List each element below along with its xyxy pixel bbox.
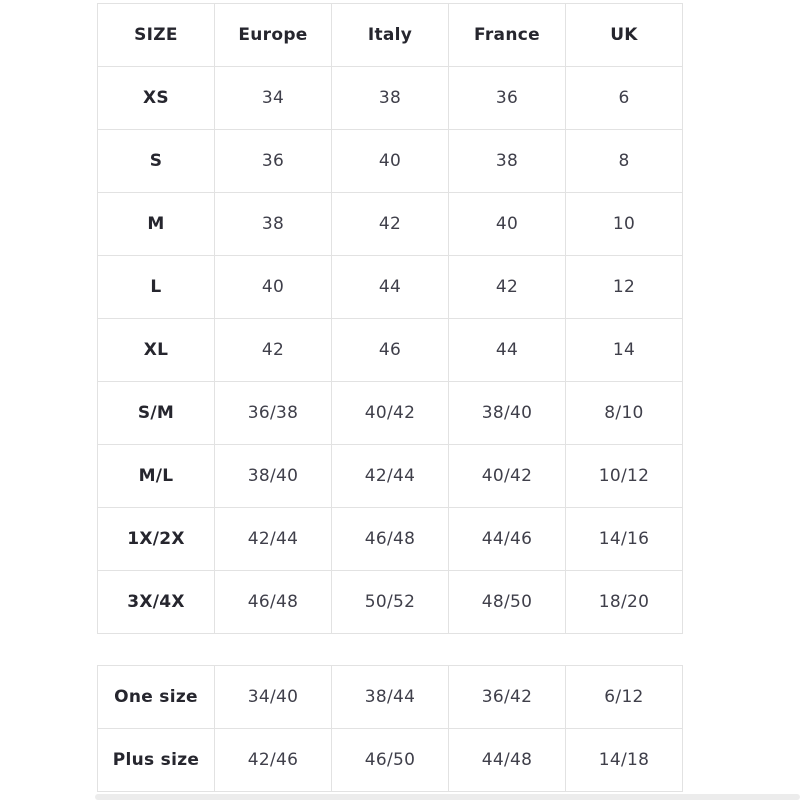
- value-cell: 44: [332, 256, 449, 319]
- one-size-table: [97, 665, 683, 792]
- value-cell: 38: [449, 130, 566, 193]
- column-header-france: France: [449, 4, 566, 67]
- size-label-cell: One size: [98, 666, 215, 729]
- table-row: [98, 193, 683, 256]
- value-cell: 38/40: [215, 445, 332, 508]
- table-row: [98, 319, 683, 382]
- size-conversion-table: [97, 3, 683, 634]
- table-row: [98, 382, 683, 445]
- value-cell: 6: [566, 67, 683, 130]
- value-cell: 38: [332, 67, 449, 130]
- size-label-cell: Plus size: [98, 729, 215, 792]
- size-label-cell: XS: [98, 67, 215, 130]
- value-cell: 38/40: [449, 382, 566, 445]
- value-cell: 36: [215, 130, 332, 193]
- column-header-italy: Italy: [332, 4, 449, 67]
- value-cell: 8: [566, 130, 683, 193]
- value-cell: 12: [566, 256, 683, 319]
- value-cell: 46/50: [332, 729, 449, 792]
- table-row: [98, 130, 683, 193]
- value-cell: 44/48: [449, 729, 566, 792]
- table-row: [98, 571, 683, 634]
- value-cell: 50/52: [332, 571, 449, 634]
- table-row: [98, 666, 683, 729]
- size-label-cell: L: [98, 256, 215, 319]
- value-cell: 40: [332, 130, 449, 193]
- table-row: [98, 508, 683, 571]
- value-cell: 34: [215, 67, 332, 130]
- table-row: [98, 67, 683, 130]
- value-cell: 8/10: [566, 382, 683, 445]
- value-cell: 46: [332, 319, 449, 382]
- horizontal-scrollbar-track[interactable]: [95, 794, 800, 800]
- value-cell: 14/16: [566, 508, 683, 571]
- value-cell: 40/42: [449, 445, 566, 508]
- value-cell: 38/44: [332, 666, 449, 729]
- value-cell: 42: [449, 256, 566, 319]
- value-cell: 34/40: [215, 666, 332, 729]
- value-cell: 40: [215, 256, 332, 319]
- value-cell: 42/46: [215, 729, 332, 792]
- value-cell: 40/42: [332, 382, 449, 445]
- table-row: [98, 445, 683, 508]
- value-cell: 42: [215, 319, 332, 382]
- value-cell: 14/18: [566, 729, 683, 792]
- value-cell: 10/12: [566, 445, 683, 508]
- value-cell: 46/48: [215, 571, 332, 634]
- column-header-uk: UK: [566, 4, 683, 67]
- value-cell: 36: [449, 67, 566, 130]
- value-cell: 18/20: [566, 571, 683, 634]
- value-cell: 42: [332, 193, 449, 256]
- value-cell: 36/38: [215, 382, 332, 445]
- table-row: [98, 729, 683, 792]
- value-cell: 42/44: [215, 508, 332, 571]
- value-cell: 10: [566, 193, 683, 256]
- size-label-cell: S: [98, 130, 215, 193]
- value-cell: 6/12: [566, 666, 683, 729]
- value-cell: 36/42: [449, 666, 566, 729]
- value-cell: 38: [215, 193, 332, 256]
- size-label-cell: 1X/2X: [98, 508, 215, 571]
- value-cell: 44: [449, 319, 566, 382]
- value-cell: 14: [566, 319, 683, 382]
- size-label-cell: M: [98, 193, 215, 256]
- value-cell: 44/46: [449, 508, 566, 571]
- table-row: [98, 256, 683, 319]
- size-label-cell: XL: [98, 319, 215, 382]
- value-cell: 46/48: [332, 508, 449, 571]
- size-label-cell: 3X/4X: [98, 571, 215, 634]
- size-label-cell: M/L: [98, 445, 215, 508]
- size-label-cell: S/M: [98, 382, 215, 445]
- column-header-size: SIZE: [98, 4, 215, 67]
- value-cell: 48/50: [449, 571, 566, 634]
- column-header-europe: Europe: [215, 4, 332, 67]
- value-cell: 40: [449, 193, 566, 256]
- value-cell: 42/44: [332, 445, 449, 508]
- header-row: [98, 4, 683, 67]
